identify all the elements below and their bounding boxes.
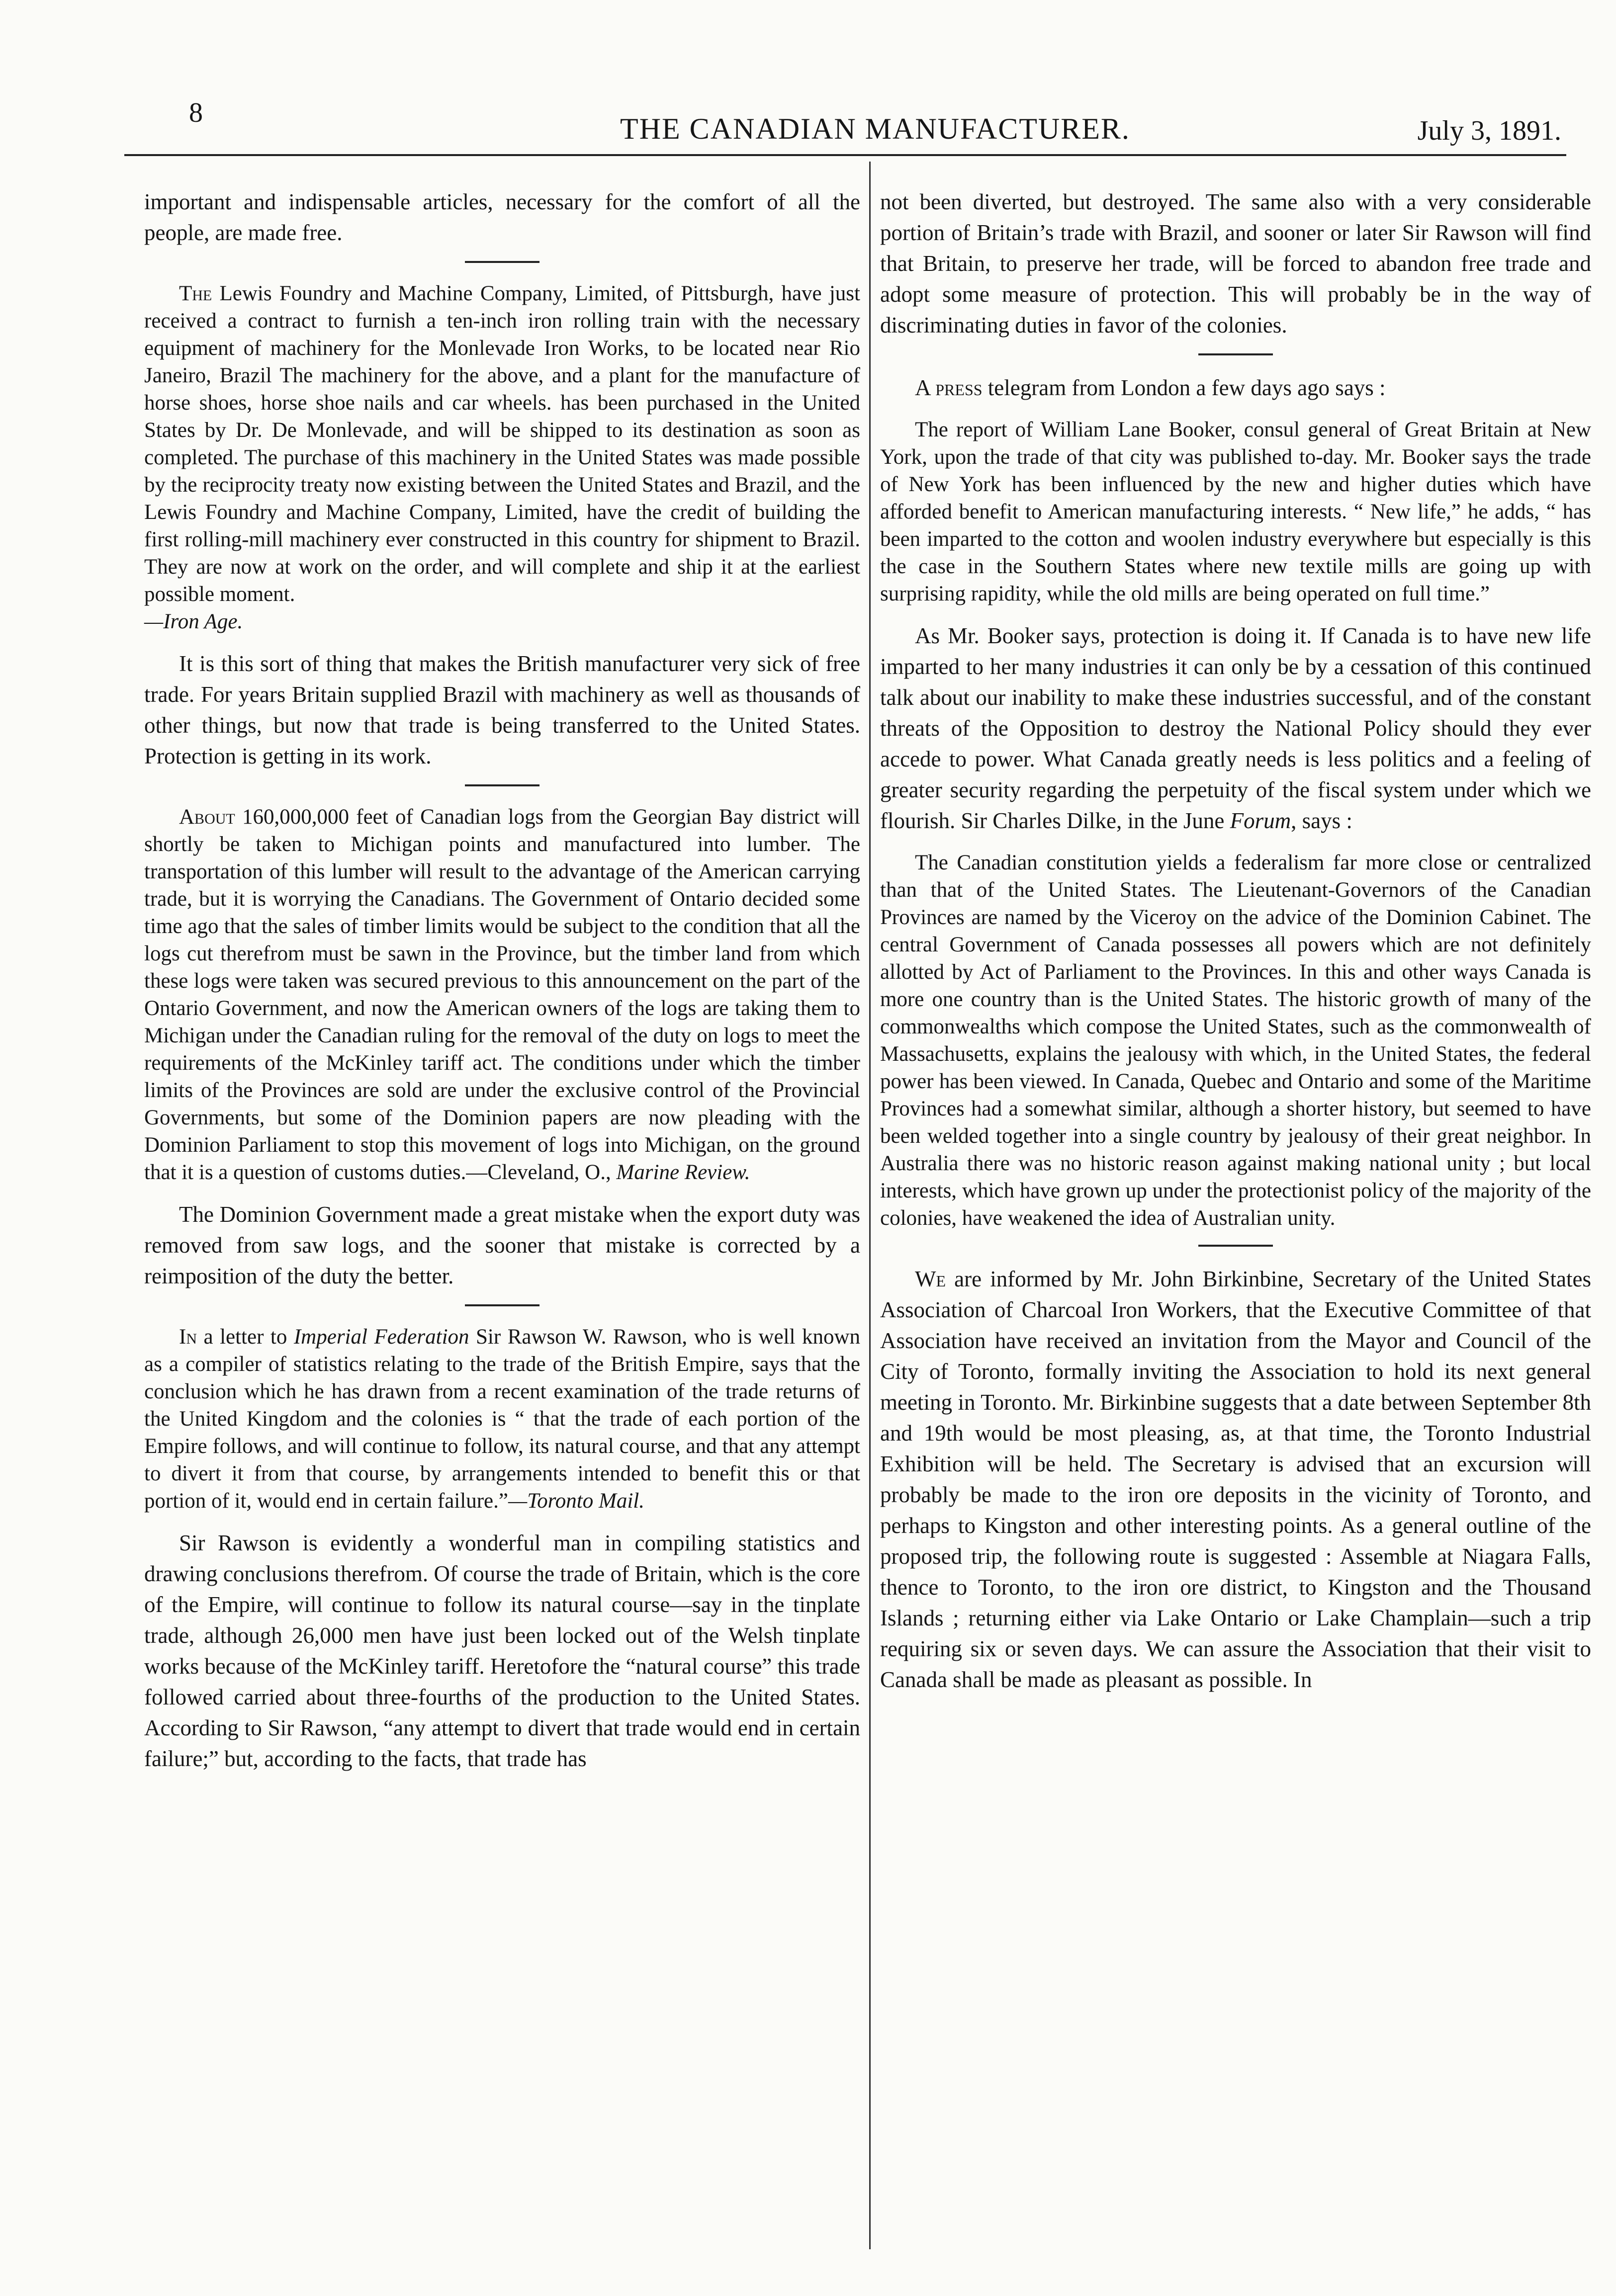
publication-name: Imperial Federation — [293, 1325, 469, 1349]
paragraph-body: , says : — [1291, 808, 1352, 833]
section-separator — [1198, 1245, 1273, 1247]
page-number: 8 — [189, 97, 203, 128]
quote-dilke: The Canadian constitution yields a federalism far more close or centralized than that of the United States. The Lieutenant-Governors of the Canadian Provinces are named by the Viceroy on the advice of the Dominion Cabinet. The central Government of Canada possesses all powers which are not definitely allotted by Act of Parliament to the Provinces. In this and other ways Canada is more one country than is the United States. The historic growth of many of the commonwealths which compose the United States, such as the commonwealth of Massachusetts, explains the jealousy with which, in the United States, the federal power has been viewed. In Canada, Quebec and Ontario and some of the Maritime Provinces had a somewhat similar, although a shorter history, but seemed to have been welded together into a single country by jealousy of their great neighbor. In Australia there was no historic reason against making national unity ; but local interests, which have grown up under the protectionist policy of the majority of the colonies, have weakened the idea of Australian unity. — [880, 851, 1591, 1230]
paragraph-birkinbine — [880, 1264, 1591, 1695]
header-rule — [124, 154, 1566, 156]
paragraph-rawson-letter — [144, 1323, 860, 1515]
paragraph-export-duty: The Dominion Government made a great mistake when the export duty was removed from saw logs, and the sooner that mistake is corrected by a reimposition of the duty the better. — [144, 1202, 860, 1288]
paragraph-body: As Mr. Booker says, protection is doing it. If Canada is to have new life imparted to her many industries it can only be by a cessation of this continued talk about our inability to make these industries successful, and of the constant threats of the Opposition to destroy the National Policy should they ever accede to power. What Canada greatly needs is less politics and a feeling of greater security regarding the perpetuity of the fiscal system under which we flourish. Sir Charles Dilke, in the June — [880, 623, 1591, 833]
paragraph-protection — [880, 620, 1591, 836]
paragraph-sir-rawson: Sir Rawson is evidently a wonderful man in compiling statistics and drawing conclusions therefrom. Of course the trade of Britain, which is the core of the Empire, will continue to follow its natural course—say in the tinplate trade, although 26,000 men have just been locked out of the Welsh tinplate works because of the McKinley tariff. Heretofore the “natural course” this trade followed carried about three-fourths of the production to the United States. According to Sir Rawson, “any attempt to divert that trade would end in certain failure;” but, according to the facts, that trade has — [144, 1531, 860, 1771]
paragraph-press-telegram — [880, 372, 1591, 403]
section-separator — [1198, 353, 1273, 355]
paragraph-lewis-foundry — [144, 280, 860, 635]
paragraph-free-articles: important and indispensable articles, necessary for the comfort of all the people, are made free. — [144, 189, 860, 245]
section-separator — [465, 784, 539, 786]
left-column — [144, 186, 860, 2249]
issue-date: July 3, 1891. — [1417, 115, 1561, 146]
page-header — [189, 97, 1561, 157]
publication-name: Forum — [1230, 808, 1291, 833]
source-citation: Marine Review. — [616, 1161, 750, 1184]
paragraph-british-manufacturer: It is this sort of thing that makes the British manufacturer very sick of free trade. For years Britain supplied Brazil with machinery as well as thousands of other things, but now that trade is being transferred to the United States. Protection is getting in its work. — [144, 651, 860, 768]
right-column — [880, 186, 1591, 2249]
paragraph-not-diverted: not been diverted, but destroyed. The same also with a very considerable portion of Britain’s trade with Brazil, and sooner or later Sir Rawson will find that Britain, to preserve her trade, will be forced to abandon free trade and adopt some measure of protection. This will probably be in the way of discriminating duties in favor of the colonies. — [880, 189, 1591, 338]
quote-booker-report: The report of William Lane Booker, consul general of Great Britain at New York, upon the trade of that city was published to-day. Mr. Booker says the trade of New York has been influenced by the new and higher duties which have afforded benefit to American manufacturing interests. “ New life,” he adds, “ has been imparted to the cotton and woolen industry everywhere but especially is this the case in the Southern States where new textile mills are going up with surprising rapidity, while the old mills are being operated on full time.” — [880, 418, 1591, 605]
paragraph-body: Sir Rawson W. Rawson, who is well known as a compiler of statistics relating to the trade of the British Empire, says that the conclusion which he has drawn from a recent examination of the trade returns of the United Kingdom and the colonies is “ that the trade of each portion of the Empire follows, and will continue to follow, its natural course, and that any attempt to divert it from that course, by arrangements intended to benefit this or that portion of it, would end in certain failure.” — [144, 1325, 860, 1513]
paragraph-body: are informed by Mr. John Birkinbine, Secretary of the United States Association of Charcoal Iron Workers, that the Executive Committee of that Association have received an invitation from the Mayor and Council of the City of Toronto, formally inviting the Association to hold its next general meeting in Toronto. Mr. Birkinbine suggests that a date between September 8th and 19th would be most pleasing, as, at that time, the Toronto Industrial Exhibition will be held. The Secretary is advised that an excursion will probably be made to the iron ore deposits in the vicinity of Toronto, and perhaps to Kingston and other interesting points. As a general outline of the proposed trip, the following route is suggested : Assemble at Niagara Falls, thence to Toronto, to the iron ore district, to Kingston and the Thousand Islands ; returning either via Lake Ontario or Lake Champlain—such a trip requiring six or seven days. We can assure the Association that their visit to Canada shall be made as pleasant as possible. In — [880, 1267, 1591, 1692]
source-citation: —Iron Age. — [144, 610, 243, 633]
source-citation: —Toronto Mail. — [508, 1489, 644, 1513]
lead-word: In — [179, 1325, 197, 1349]
column-divider — [869, 162, 871, 2249]
paragraph-body: telegram from London a few days ago says : — [982, 375, 1386, 400]
paragraph-body: 160,000,000 feet of Canadian logs from the Georgian Bay district will shortly be taken to Michigan points and manufactured into lumber. The transportation of this lumber will result to the advantage of the American carrying trade, but it is worrying the Canadians. The Government of Ontario decided some time ago that the sales of timber limits would be subject to the condition that all the logs cut therefrom must be sawn in the Province, but the timber land from which these logs were taken was secured previous to this announcement on the part of the Ontario Government, and now the American owners of the logs are taking them to Michigan under the Canadian ruling for the removal of the duty on logs to meet the requirements of the McKinley tariff act. The conditions under which the timber limits of the Provinces are sold are under the exclusive control of the Provincial Governments, but some of the Dominion papers are now pleading with the Dominion Parliament to stop this movement of logs into Michigan, on the ground that it is a question of customs duties.—Cleveland, O., — [144, 805, 860, 1184]
section-separator — [465, 1304, 539, 1306]
paragraph-body: a letter to — [196, 1325, 294, 1349]
publication-title: THE CANADIAN MANUFACTURER. — [620, 112, 1130, 145]
lead-word: About — [179, 805, 235, 829]
paragraph-canadian-logs — [144, 803, 860, 1186]
paragraph-body: Lewis Foundry and Machine Company, Limited, of Pittsburgh, have just received a contract to furnish a ten-inch iron rolling train with the necessary equipment of machinery for the Monlevade Iron Works, to be located near Rio Janeiro, Brazil The machinery for the above, and a plant for the manufacture of horse shoes, horse shoe nails and car wheels. has been purchased in the United States by Dr. De Monlevade, and will be shipped to its destination as soon as completed. The purchase of this machinery in the United States was made possible by the reciprocity treaty now existing between the United States and Brazil, and the Lewis Foundry and Machine Company, Limited, have the credit of building the first rolling-mill machinery ever constructed in this country for shipment to Brazil. They are now at work on the order, and will complete and ship it at the earliest possible moment. — [144, 282, 860, 606]
lead-word: The — [179, 282, 212, 305]
section-separator — [465, 261, 539, 263]
lead-word: We — [915, 1267, 946, 1291]
lead-word: A press — [915, 375, 983, 400]
